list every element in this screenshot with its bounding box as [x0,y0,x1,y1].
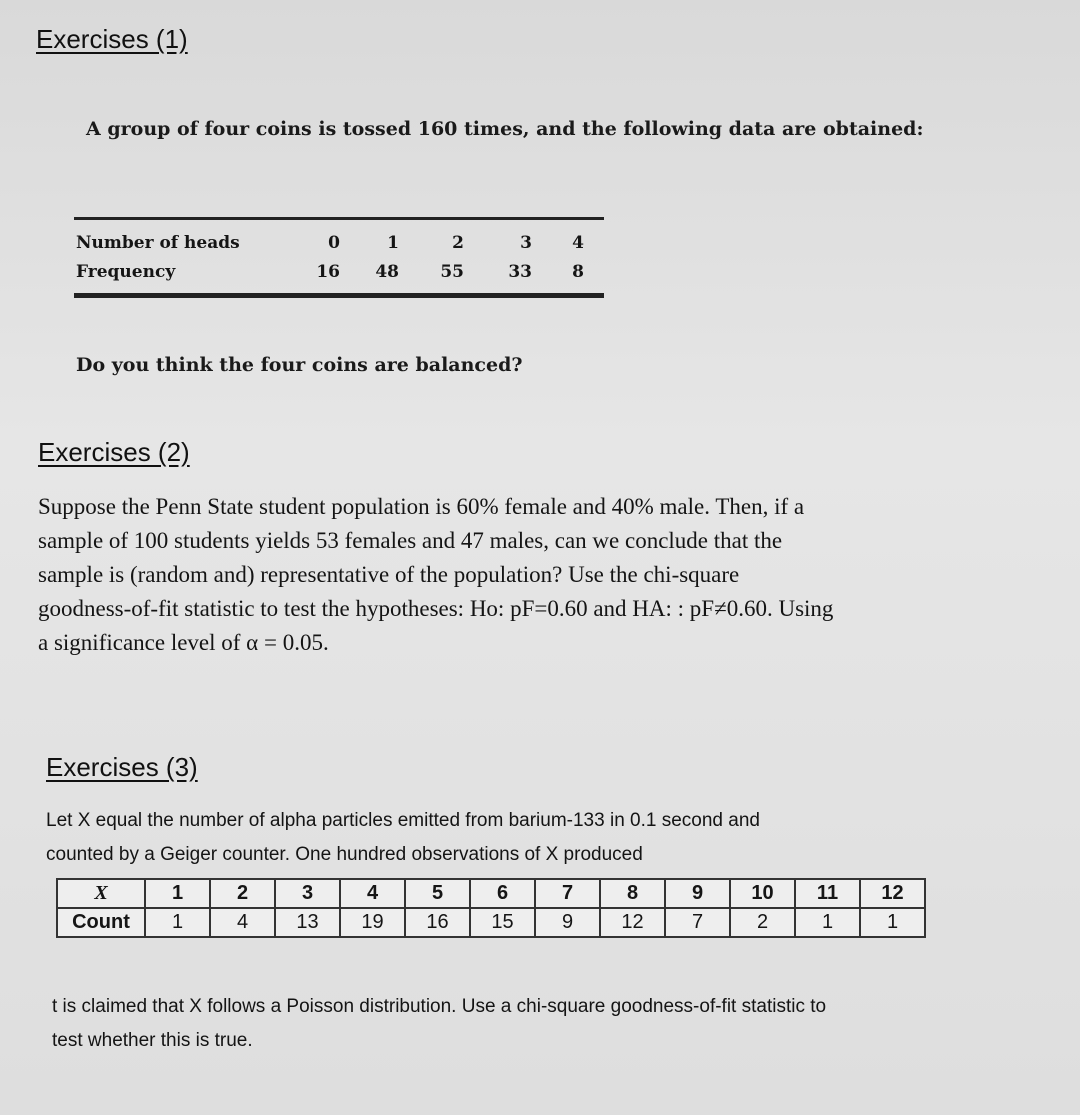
table-cell: 2 [210,879,275,908]
table-cell: 9 [535,908,600,937]
table-cell: 9 [665,879,730,908]
row-label: Frequency [76,261,176,282]
table-cell: 5 [405,879,470,908]
text-line: t is claimed that X follows a Poisson distribution. Use a chi-square goodness-of-fit statistic to [52,996,827,1017]
table-cell: 7 [665,908,730,937]
table-cell: 12 [600,908,665,937]
text-line: counted by a Geiger counter. One hundred observations of X produced [46,844,643,865]
table-cell: 3 [275,879,340,908]
exercise-1-heading: Exercises (1) [36,24,188,54]
coin-table [76,228,584,286]
table-bottom-rule [74,293,604,298]
table-cell: 1 [387,232,399,253]
table-cell: 33 [508,261,532,282]
table-cell: 10 [730,879,795,908]
table-cell: 8 [572,261,584,282]
table-cell: 7 [535,879,600,908]
table-cell: 0 [328,232,340,253]
exercise-2-body [38,490,1048,660]
text-line: test whether this is true. [52,1030,253,1051]
table-cell: 6 [470,879,535,908]
table-cell: 19 [340,908,405,937]
table-cell: 11 [795,879,860,908]
table-cell: 13 [275,908,340,937]
table-cell: 8 [600,879,665,908]
count-header: Count [57,908,145,937]
text-line: Suppose the Penn State student population is 60% female and 40% male. Then, if a [38,494,805,519]
table-cell: 15 [470,908,535,937]
table-cell: 16 [316,261,340,282]
table-cell: 4 [210,908,275,937]
table-row [76,228,584,257]
table-cell: 4 [340,879,405,908]
table-cell: 16 [405,908,470,937]
text-line: sample of 100 students yields 53 females and 47 males, can we conclude that the [38,528,783,553]
table-cell: 12 [860,879,925,908]
exercise-1-intro: A group of four coins is tossed 160 times, and the following data are obtained: [86,118,924,140]
exercise-2-heading: Exercises (2) [38,437,190,467]
table-row [76,257,584,286]
exercise-1-question: Do you think the four coins are balanced? [76,354,523,376]
table-cell: 55 [440,261,464,282]
exercise-3-closing [52,990,1062,1058]
table-cell: 1 [860,908,925,937]
table-cell: 1 [795,908,860,937]
table-cell: 4 [572,232,584,253]
table-cell: 48 [375,261,399,282]
table-cell: 1 [145,879,210,908]
table-cell: 2 [730,908,795,937]
table-cell: 2 [452,232,464,253]
exercise-3-intro [46,804,1046,872]
x-header: X [57,879,145,908]
table-cell: 1 [145,908,210,937]
poisson-table [56,878,926,938]
table-row [57,879,925,908]
exercise-3-heading: Exercises (3) [46,752,198,782]
text-line: goodness-of-fit statistic to test the hypotheses: Ho: pF=0.60 and HA: : pF≠0.60. Using [38,596,834,621]
table-cell: 3 [520,232,532,253]
text-line: Let X equal the number of alpha particles emitted from barium-133 in 0.1 second and [46,810,760,831]
text-line: a significance level of α = 0.05. [38,630,329,655]
table-top-rule [74,217,604,220]
text-line: sample is (random and) representative of the population? Use the chi-square [38,562,740,587]
row-label: Number of heads [76,232,240,253]
table-row [57,908,925,937]
